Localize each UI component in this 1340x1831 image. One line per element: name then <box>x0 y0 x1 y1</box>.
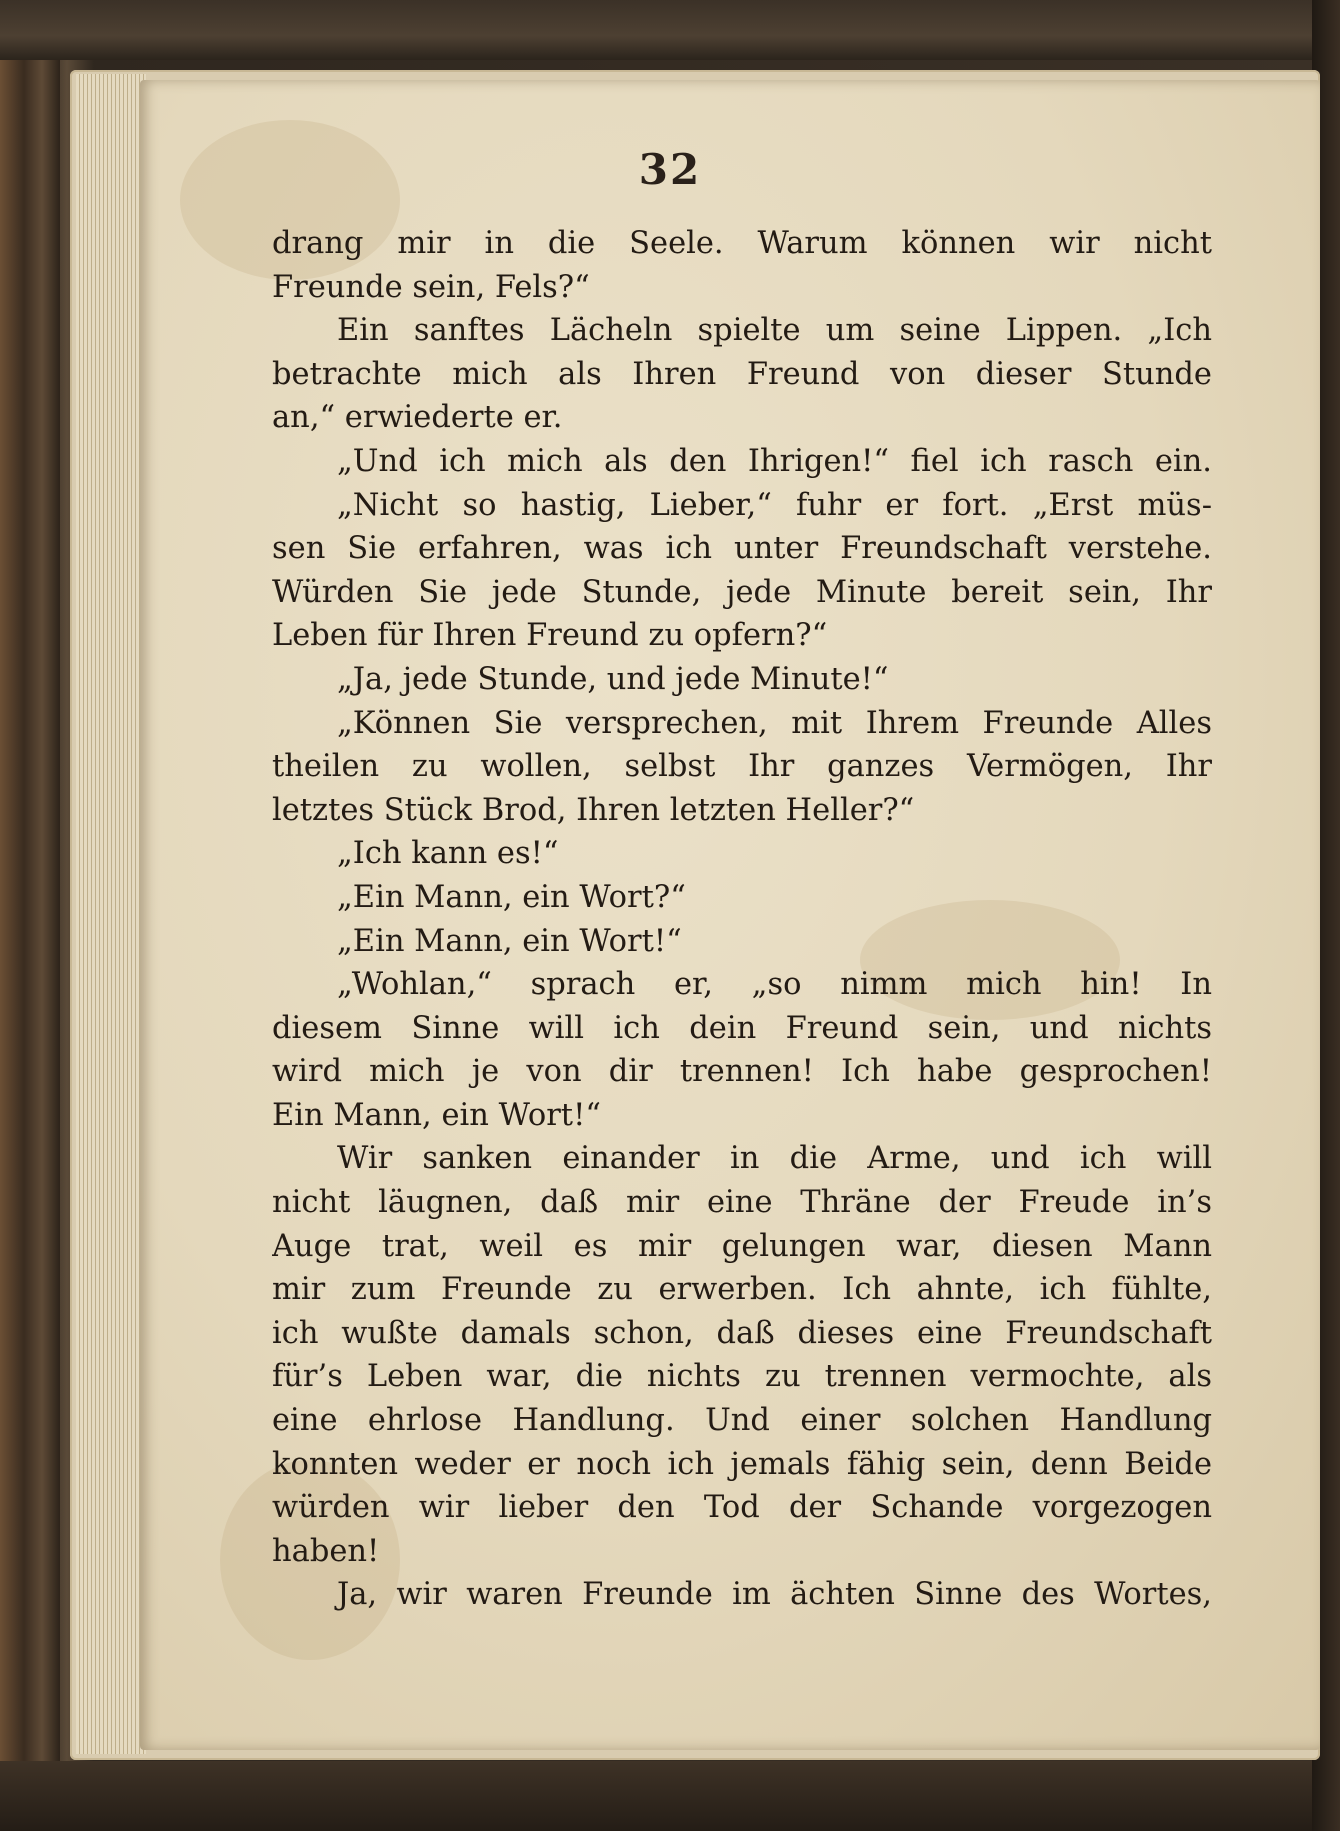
text-line: „Ja, jede Stunde, und jede Minute!“ <box>337 661 889 697</box>
text-line: „Nicht so hastig, Lieber,“ fuhr er fort. „Erst müs- <box>337 487 1212 523</box>
text-line: „Ein Mann, ein Wort!“ <box>337 923 682 959</box>
text-line: drang mir in die Seele. Warum können wir nicht <box>272 226 1212 261</box>
text-line: letztes Stück Brod, Ihren letzten Heller?“ <box>272 792 915 828</box>
text-line: Ja, wir waren Freunde im ächten Sinne des Wortes, <box>337 1577 1212 1613</box>
text-line: „Können Sie versprechen, mit Ihrem Freunde Alles <box>337 705 1212 741</box>
text-line: würden wir lieber den Tod der Schande vorgezogen <box>272 1490 1212 1526</box>
book-cover-left <box>0 0 60 1831</box>
text-line: Leben für Ihren Freund zu opfern?“ <box>272 618 828 654</box>
text-line: betrachte mich als Ihren Freund von dieser Stunde <box>272 356 1212 392</box>
text-line: „Und ich mich als den Ihrigen!“ fiel ich rasch ein. <box>337 443 1212 479</box>
text-line: diesem Sinne will ich dein Freund sein, und nichts <box>272 1010 1212 1046</box>
text-line: „Ich kann es!“ <box>337 836 559 872</box>
text-line: Auge trat, weil es mir gelungen war, diesen Mann <box>272 1228 1212 1264</box>
text-line: nicht läugnen, daß mir eine Thräne der Freude in’s <box>272 1185 1212 1221</box>
text-line: konnten weder er noch ich jemals fähig sein, denn Beide <box>272 1446 1212 1482</box>
text-line: ich wußte damals schon, daß dieses eine Freundschaft <box>272 1315 1212 1351</box>
book-cover-bottom <box>0 1761 1340 1831</box>
page-number: 32 <box>638 145 702 194</box>
text-line: Würden Sie jede Stunde, jede Minute bereit sein, Ihr <box>272 574 1212 610</box>
text-line: wird mich je von dir trennen! Ich habe gesprochen! <box>272 1054 1212 1090</box>
text-line: für’s Leben war, die nichts zu trennen vermochte, als <box>272 1359 1212 1395</box>
page-text <box>272 222 1212 1617</box>
text-line: theilen zu wollen, selbst Ihr ganzes Vermögen, Ihr <box>272 749 1212 785</box>
text-line: Wir sanken einander in die Arme, und ich will <box>337 1141 1212 1177</box>
text-line: mir zum Freunde zu erwerben. Ich ahnte, ich fühlte, <box>272 1272 1212 1308</box>
text-line: Ein sanftes Lächeln spielte um seine Lippen. „Ich <box>337 313 1212 349</box>
text-line: Ein Mann, ein Wort!“ <box>272 1097 601 1133</box>
text-line: haben! <box>272 1533 380 1569</box>
text-line: eine ehrlose Handlung. Und einer solchen Handlung <box>272 1403 1212 1439</box>
text-line: Freunde sein, Fels?“ <box>272 269 590 305</box>
page-edge-lines <box>76 74 146 1754</box>
book-cover-top <box>0 0 1340 60</box>
text-line: „Wohlan,“ sprach er, „so nimm mich hin! In <box>337 967 1212 1003</box>
text-line: an,“ erwiederte er. <box>272 400 563 436</box>
text-line: sen Sie erfahren, was ich unter Freundschaft verstehe. <box>272 531 1212 567</box>
text-line: „Ein Mann, ein Wort?“ <box>337 879 686 915</box>
